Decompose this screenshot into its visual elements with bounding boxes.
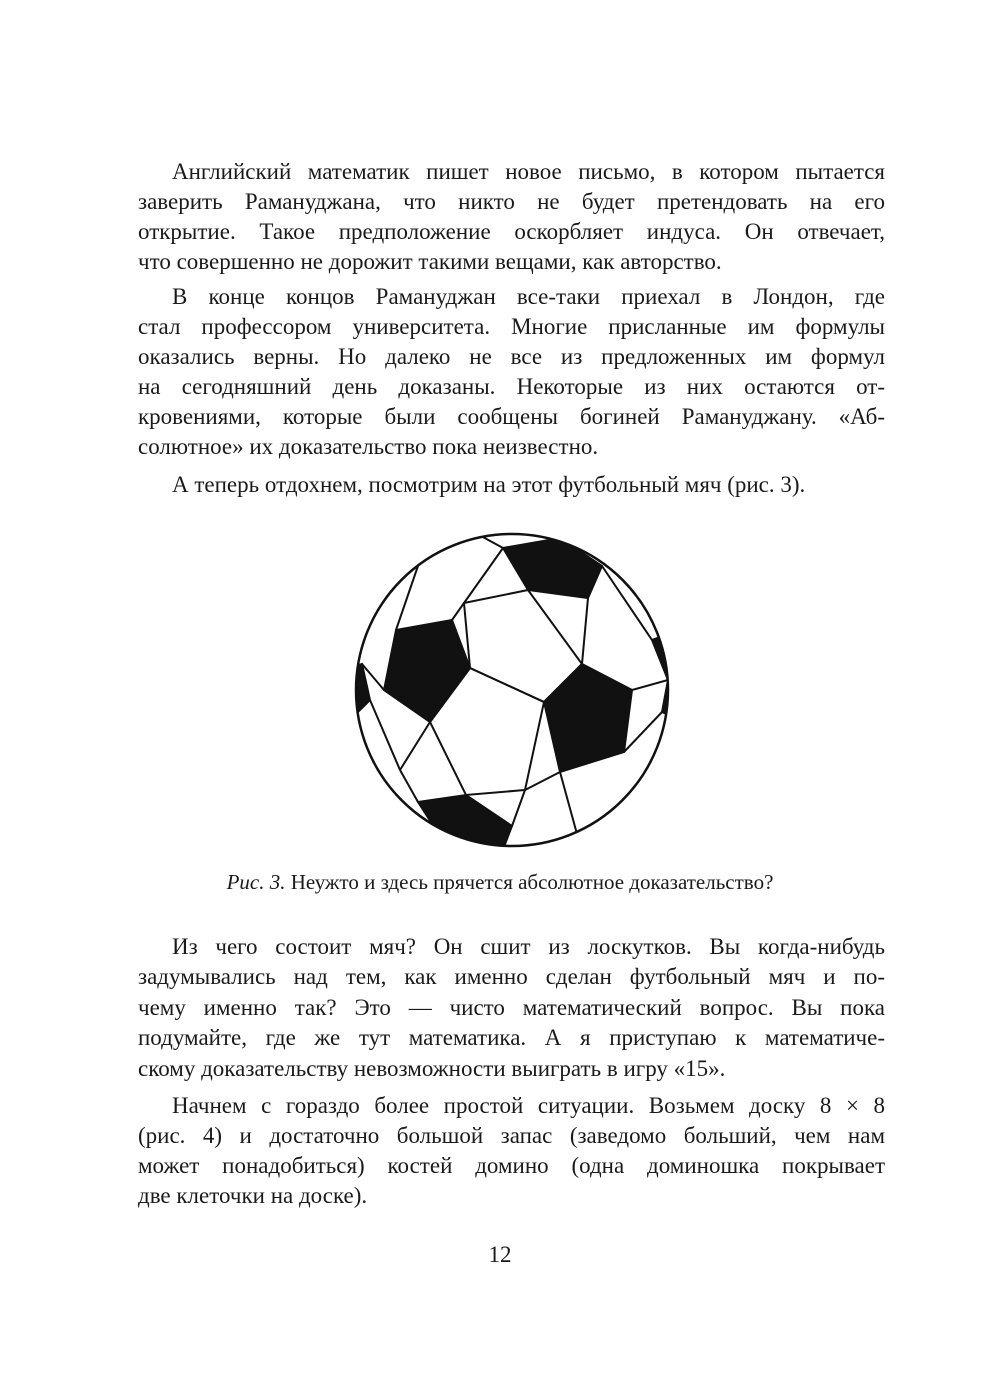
text-line: скому доказательству невозможности выиграть в игру «15». [138, 1056, 726, 1081]
soccer-ball-illustration [340, 520, 680, 860]
text-line: открытие. Такое предположение оскорбляет индуса. Он отвечает, [138, 219, 885, 244]
text-line: чему именно так? Это — чисто математический вопрос. Вы пока [138, 995, 885, 1020]
black-patch [544, 664, 632, 772]
text-line: оказались верны. Но далеко не все из предложенных им формул [138, 344, 885, 369]
figure-label: Рис. 3. [226, 870, 286, 894]
text-line: задумывались над тем, как именно сделан футбольный мяч и по- [138, 964, 885, 989]
text-line: две клеточки на доске). [138, 1183, 368, 1208]
text-line: Английский математик пишет новое письмо, в котором пытается [172, 159, 885, 184]
black-patch [503, 538, 602, 598]
text-line: подумайте, где же тут математика. А я приступаю к математиче- [138, 1025, 885, 1050]
text-line: кровениями, которые были сообщены богиней Рамануджану. «Аб- [138, 404, 885, 429]
text-line: В конце концов Рамануджан все-таки приехал в Лондон, где [172, 284, 885, 309]
text-line: стал профессором университета. Многие присланные им формулы [138, 314, 885, 339]
text-line: (рис. 4) и достаточно большой запас (заведомо больший, чем нам [138, 1123, 885, 1148]
text-line: на сегодняшний день доказаны. Некоторые из них остаются от- [138, 374, 885, 399]
text-line: заверить Рамануджана, что никто не будет претендовать на его [138, 189, 885, 214]
text-line: Начнем с гораздо более простой ситуации. Возьмем доску 8 × 8 [172, 1093, 885, 1118]
text-line: А теперь отдохнем, посмотрим на этот футбольный мяч (рис. 3). [172, 472, 806, 497]
figure-caption [0, 870, 1000, 895]
page-number: 12 [488, 1242, 512, 1267]
text-line: Из чего состоит мяч? Он сшит из лоскутков. Вы когда-нибудь [172, 934, 885, 959]
text-line: солютное» их доказательство пока неизвестно. [138, 434, 599, 459]
text-line: что совершенно не дорожит такими вещами, как авторство. [138, 249, 722, 274]
black-patch [384, 620, 470, 722]
figure-caption-text: Неужто и здесь прячется абсолютное доказательство? [290, 870, 774, 894]
text-line: может понадобиться) костей домино (одна доминошка покрывает [138, 1153, 885, 1178]
